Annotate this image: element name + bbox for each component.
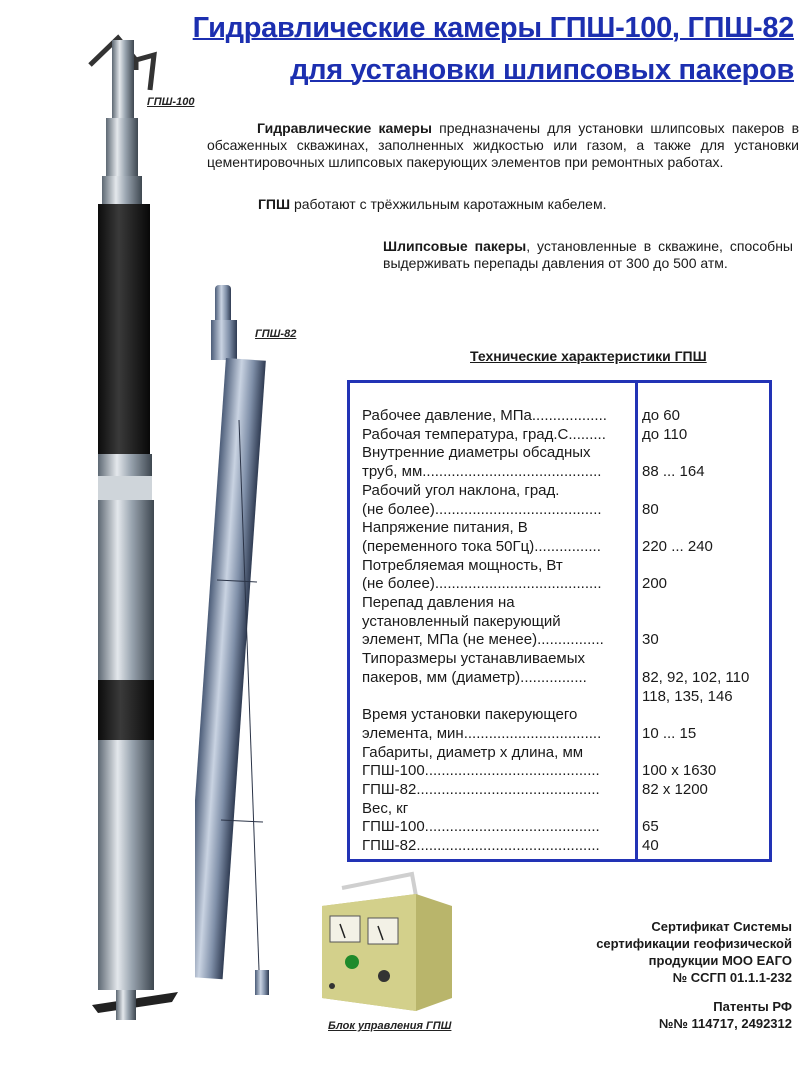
- spec-row-label: пакеров, мм (диаметр)................: [362, 668, 587, 686]
- spec-row-label: Потребляемая мощность, Вт: [362, 556, 563, 574]
- spec-row-label: ГПШ-100..........................................: [362, 762, 600, 780]
- spec-row-label: Перепад давления на: [362, 594, 515, 611]
- spec-row-value: 10 ... 15: [642, 724, 697, 742]
- gpsh82-image-label: ГПШ-82: [255, 328, 297, 340]
- spec-row-label: (не более)........................................: [362, 500, 602, 518]
- certificate-block: [596, 918, 792, 986]
- spec-row-value: до 60: [642, 407, 680, 424]
- spec-row-value: 82 х 1200: [642, 781, 708, 798]
- spec-heading: Технические характеристики ГПШ: [470, 348, 707, 364]
- patents-line-2: №№ 114717, 2492312: [658, 1016, 792, 1031]
- spec-row-value: 88 ... 164: [642, 463, 705, 481]
- certificate-line-3: продукции МОО ЕАГО: [648, 953, 792, 968]
- spec-row-value: 30: [642, 631, 659, 649]
- spec-row-label: труб, мм...........................................: [362, 463, 602, 481]
- patents-block: [659, 998, 792, 1032]
- spec-divider: [635, 383, 638, 859]
- intro-paragraph-2: [258, 196, 798, 213]
- spec-row-label: ГПШ-82............................................: [362, 781, 600, 798]
- spec-row-label: Напряжение питания, В: [362, 519, 528, 537]
- control-unit-label: Блок управления ГПШ: [328, 1020, 452, 1032]
- control-unit-image: [312, 866, 462, 1016]
- patents-line-1: Патенты РФ: [713, 999, 792, 1014]
- spec-row-label: элемента, мин.................................: [362, 724, 602, 742]
- spec-table: [347, 380, 772, 862]
- spec-row-label: Рабочий угол наклона, град.: [362, 481, 560, 499]
- spec-row-label: ГПШ-82............................................: [362, 837, 600, 855]
- spec-row-value: 200: [642, 575, 668, 593]
- spec-row-label: Типоразмеры устанавливаемых: [362, 650, 586, 668]
- gpsh100-tool-image: [88, 30, 208, 1030]
- intro-paragraph-3: [383, 238, 793, 272]
- spec-row-label: (переменного тока 50Гц)................: [362, 537, 601, 555]
- intro-p1-text: предназначены для установки шлипсовых пакеров в обсаженных скважинах, заполненных жидкостью или газом, а также для установки цементировочных шлипсовых пакерующих элементов при ремонтных работах.: [207, 120, 800, 170]
- spec-row-label: Время установки пакерующего: [362, 706, 578, 724]
- spec-row-value: 82, 92, 102, 110: [642, 668, 750, 686]
- spec-row-value: 80: [642, 500, 659, 518]
- spec-row-value: до 110: [642, 425, 688, 443]
- spec-row-value: 65: [642, 818, 659, 836]
- certificate-line-2: сертификации геофизической: [596, 936, 792, 951]
- spec-row-label: Рабочее давление, МПа..................: [362, 407, 607, 424]
- spec-row-value: 100 х 1630: [642, 762, 717, 780]
- gpsh82-tool-image: [195, 280, 305, 1000]
- spec-row-label: Габариты, диаметр х длина, мм: [362, 743, 584, 761]
- intro-p3-bold: Шлипсовые пакеры: [383, 238, 527, 254]
- page-title: Гидравлические камеры ГПШ-100, ГПШ-82: [192, 12, 794, 44]
- spec-row-label: Внутренние диаметры обсадных: [362, 444, 591, 462]
- intro-p2-bold: ГПШ: [258, 196, 291, 212]
- spec-row-label: Рабочая температура, град.С.........: [362, 425, 606, 443]
- certificate-line-4: № ССГП 01.1.1-232: [672, 970, 792, 985]
- gpsh100-image-label: ГПШ-100: [147, 96, 195, 108]
- intro-p3-text: , установленные в скважине, способны выдерживать перепады давления от 300 до 500 атм.: [383, 238, 793, 271]
- spec-row-value: 220 ... 240: [642, 537, 713, 555]
- page-subtitle: для установки шлипсовых пакеров: [290, 54, 794, 86]
- spec-row-value: 40: [642, 837, 659, 855]
- intro-p2-text: работают с трёхжильным каротажным кабелем.: [290, 196, 607, 212]
- intro-p1-bold: Гидравлические камеры: [257, 120, 432, 136]
- spec-row-label: элемент, МПа (не менее)................: [362, 631, 604, 649]
- spec-row-value: 118, 135, 146: [642, 687, 733, 705]
- spec-row-label: ГПШ-100..........................................: [362, 818, 600, 836]
- intro-paragraph-1: [207, 120, 799, 171]
- spec-row-label: Вес, кг: [362, 799, 409, 817]
- certificate-line-1: Сертификат Системы: [651, 919, 792, 934]
- spec-row-label: установленный пакерующий: [362, 612, 561, 630]
- spec-row-label: (не более)........................................: [362, 575, 602, 593]
